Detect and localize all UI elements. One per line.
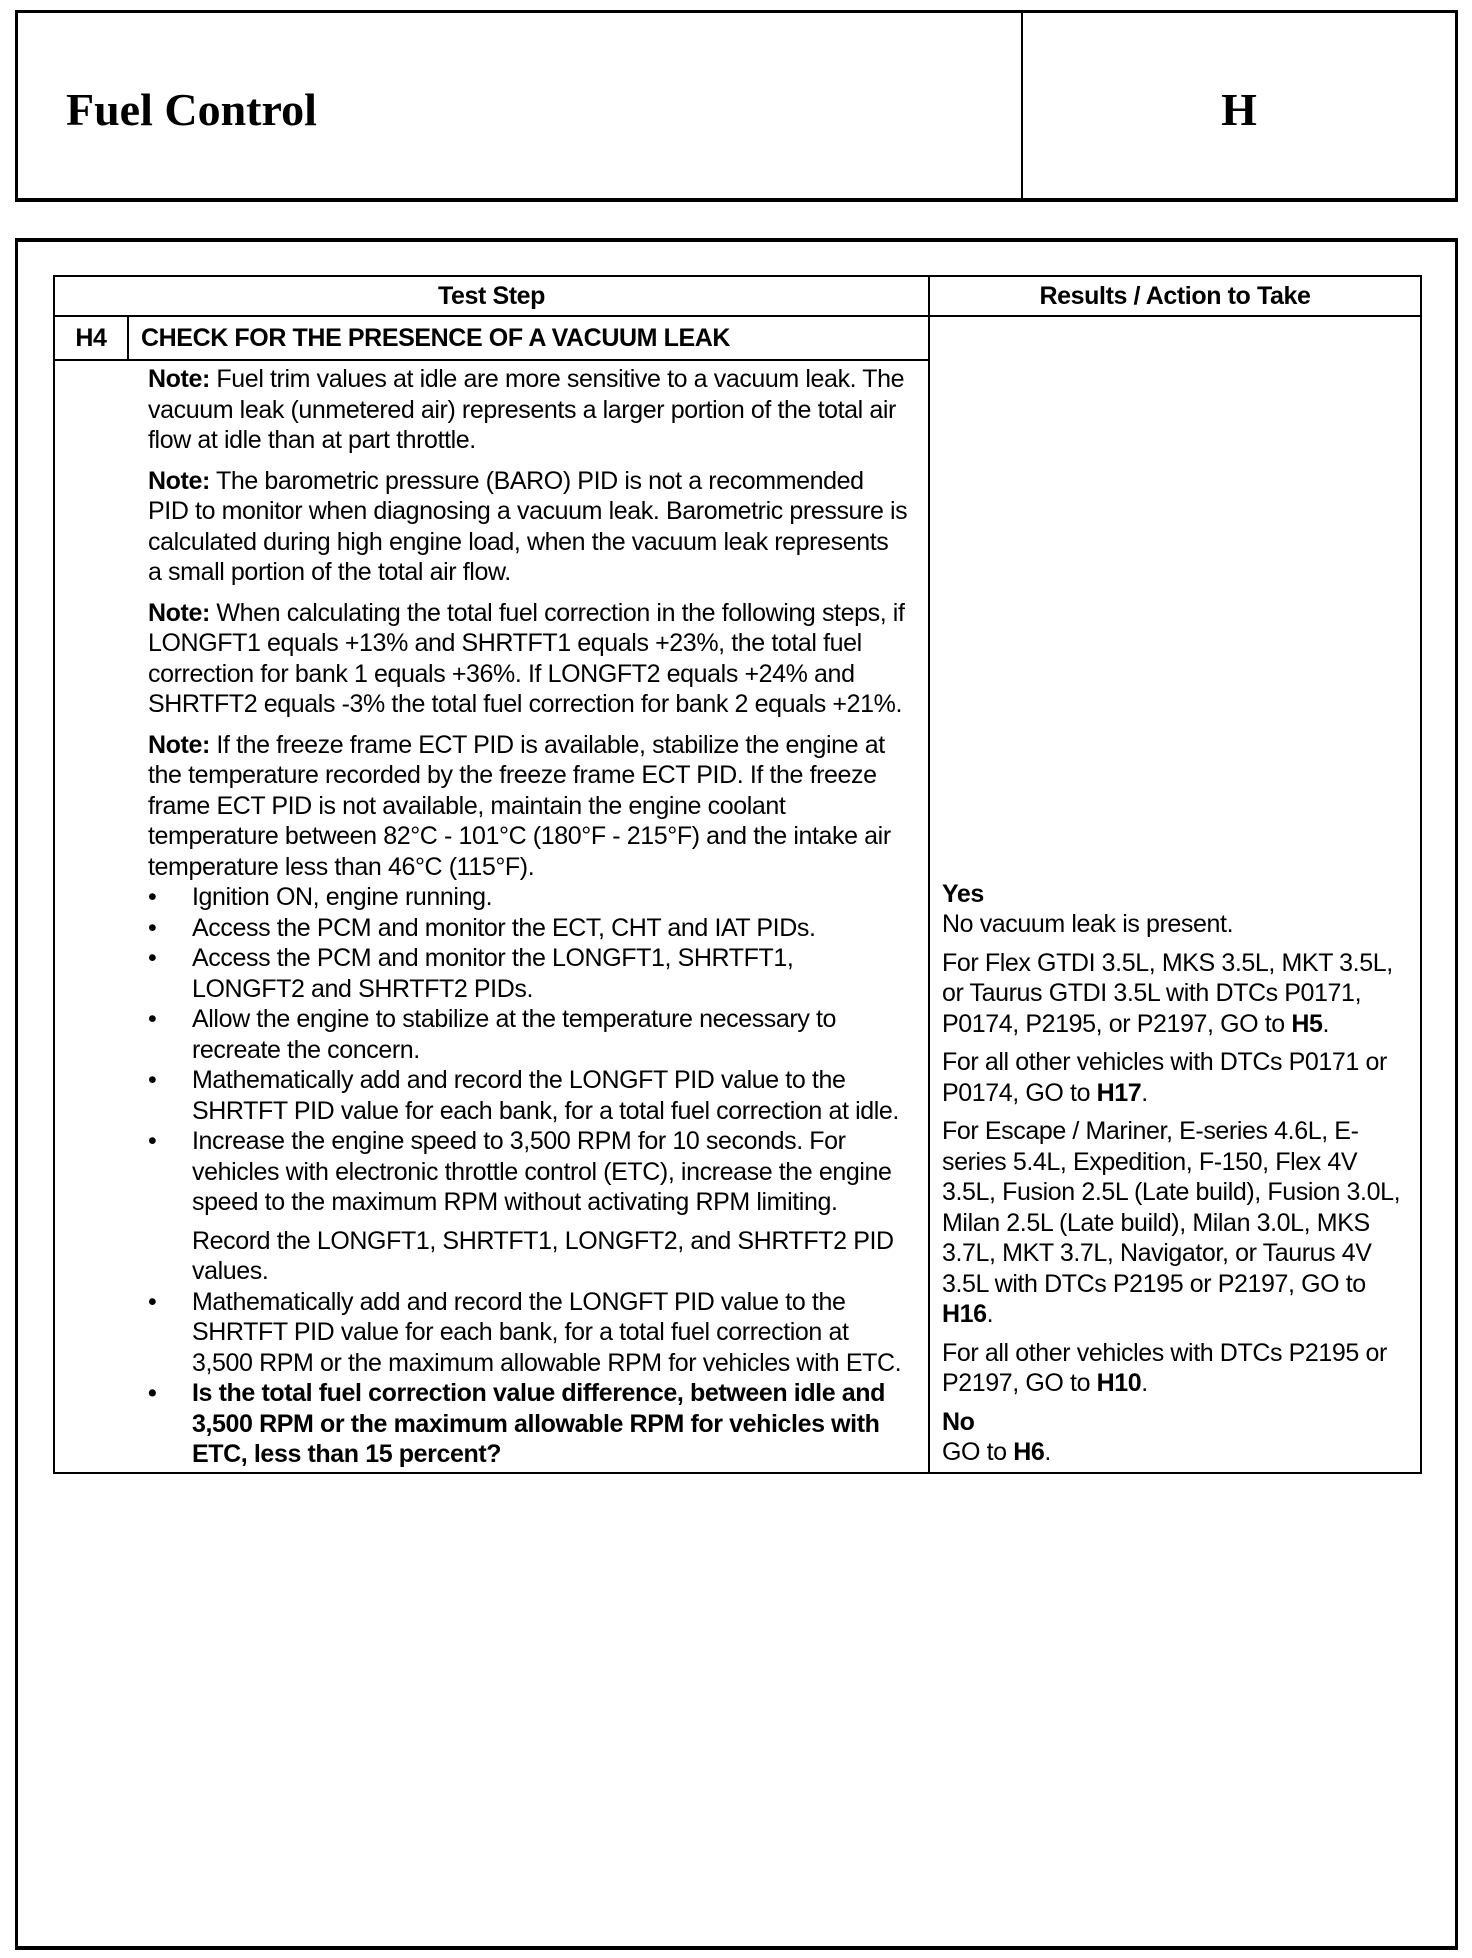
section-letter: H bbox=[1221, 84, 1257, 135]
go-to-step-link[interactable]: H6 bbox=[1013, 1438, 1045, 1466]
result-3 bbox=[942, 1116, 1408, 1330]
result-text: For all other vehicles with DTCs P0171 or P0174, GO to bbox=[942, 1048, 1387, 1107]
step-text: Increase the engine speed to 3,500 RPM for 10 seconds. For vehicles with electronic throttle control (ETC), increase the engine speed to the maximum RPM without activating RPM limiting. bbox=[192, 1127, 892, 1216]
step-question bbox=[148, 1378, 908, 1470]
note-text: The barometric pressure (BARO) PID is not a recommended PID to monitor when diagnosing a vacuum leak. Barometric pressure is calculated during high engine load, when the vacuum leak represents a small portion of the total air flow. bbox=[148, 466, 908, 586]
note-label: Note: bbox=[148, 598, 210, 627]
note bbox=[148, 598, 908, 720]
note bbox=[148, 730, 908, 883]
period: . bbox=[1322, 1009, 1330, 1038]
step-title: CHECK FOR THE PRESENCE OF A VACUUM LEAK bbox=[128, 316, 929, 360]
result-text: GO to bbox=[942, 1438, 1014, 1466]
note-text: When calculating the total fuel correction in the following steps, if LONGFT1 equals +13% and SHRTFT1 equals +23%, the total fuel correction for bank 1 equals +36%. If LONGFT2 equals +24% and SHRTFT2 equals -3% the total fuel correction for bank 2 equals +21%. bbox=[148, 598, 905, 718]
note bbox=[148, 466, 908, 588]
step-item bbox=[148, 1126, 908, 1218]
step-list bbox=[148, 882, 908, 1218]
test-step-table bbox=[53, 275, 1422, 1474]
step-text: Ignition ON, engine running. bbox=[192, 883, 493, 911]
result-1 bbox=[942, 948, 1408, 1040]
note-text: If the freeze frame ECT PID is available, stabilize the engine at the temperature recorded by the freeze frame ECT PID. If the freeze frame ECT PID is not available, maintain the engine coolant temperature between 82°C - 101°C (180°F - 215°F) and the intake air temperature less than 46°C (115°F). bbox=[148, 730, 891, 881]
column-header-test-step: Test Step bbox=[54, 276, 929, 316]
bullet-icon: • bbox=[148, 944, 157, 972]
step-text: Access the PCM and monitor the ECT, CHT and IAT PIDs. bbox=[192, 913, 816, 942]
step-text: Mathematically add and record the LONGFT PID value to the SHRTFT PID value for each bank, for a total fuel correction at 3,500 RPM or the maximum allowable RPM for vehicles with ETC. bbox=[192, 1287, 902, 1377]
result-2 bbox=[942, 1047, 1408, 1108]
bullet-icon: • bbox=[148, 1287, 157, 1316]
step-item bbox=[148, 1065, 908, 1126]
period: . bbox=[1141, 1078, 1148, 1107]
results-cell bbox=[929, 316, 1421, 1473]
result-yes-label: Yes bbox=[942, 879, 984, 908]
period: . bbox=[1044, 1438, 1051, 1466]
go-to-step-link[interactable]: H16 bbox=[942, 1300, 987, 1328]
step-text: Access the PCM and monitor the LONGFT1, SHRTFT1, LONGFT2 and SHRTFT2 PIDs. bbox=[192, 944, 794, 1003]
go-to-step-link[interactable]: H17 bbox=[1096, 1078, 1142, 1107]
note bbox=[148, 364, 908, 456]
bullet-icon: • bbox=[148, 913, 157, 942]
page-title: Fuel Control bbox=[66, 84, 317, 135]
note-label: Note: bbox=[148, 466, 210, 495]
bullet-icon: • bbox=[148, 1127, 157, 1155]
column-header-results: Results / Action to Take bbox=[929, 276, 1421, 316]
period: . bbox=[986, 1300, 994, 1328]
step-item bbox=[148, 913, 908, 944]
note-label: Note: bbox=[148, 730, 210, 759]
step-text: Is the total fuel correction value difference, between idle and 3,500 RPM or the maximum allowable RPM for vehicles with ETC, less than 15 percent? bbox=[192, 1379, 886, 1468]
result-4 bbox=[942, 1338, 1408, 1399]
result-no-label: No bbox=[942, 1407, 975, 1436]
step-item bbox=[148, 943, 908, 1004]
result-no bbox=[942, 1437, 1408, 1468]
result-text: For Escape / Mariner, E-series 4.6L, E-series 5.4L, Expedition, F-150, Flex 4V 3.5L, Fusion 2.5L (Late build), Fusion 3.0L, Milan 2.5L (Late build), Milan 3.0L, MKS 3.7L, MKT 3.7L, Navigator, or Taurus 4V 3.5L with DTCs P2195 or P2197, GO to bbox=[942, 1117, 1401, 1298]
period: . bbox=[1141, 1369, 1148, 1397]
step-id: H4 bbox=[54, 316, 128, 360]
step-continuation: Record the LONGFT1, SHRTFT1, LONGFT2, and SHRTFT2 PID values. bbox=[192, 1226, 894, 1285]
step-item bbox=[148, 1287, 908, 1379]
note-label: Note: bbox=[148, 365, 210, 393]
note-text: Fuel trim values at idle are more sensitive to a vacuum leak. The vacuum leak (unmetered air) represents a larger portion of the total air flow at idle than at part throttle. bbox=[148, 365, 905, 454]
bullet-icon: • bbox=[148, 1005, 157, 1033]
bullet-icon: • bbox=[148, 1066, 157, 1094]
bullet-icon: • bbox=[148, 883, 157, 911]
page-header bbox=[15, 10, 1458, 202]
go-to-step-link[interactable]: H10 bbox=[1096, 1369, 1142, 1397]
result-text: For Flex GTDI 3.5L, MKS 3.5L, MKT 3.5L, or Taurus GTDI 3.5L with DTCs P0171, P0174, P2195, or P2197, GO to bbox=[942, 948, 1393, 1038]
content-box bbox=[15, 238, 1458, 1950]
step-item bbox=[148, 1004, 908, 1065]
step-text: Mathematically add and record the LONGFT PID value to the SHRTFT PID value for each bank, for a total fuel correction at idle. bbox=[192, 1066, 899, 1125]
result-yes-text: No vacuum leak is present. bbox=[942, 910, 1234, 938]
go-to-step-link[interactable]: H5 bbox=[1291, 1009, 1323, 1038]
bullet-icon: • bbox=[148, 1379, 157, 1407]
step-body bbox=[54, 360, 929, 1473]
step-text: Allow the engine to stabilize at the temperature necessary to recreate the concern. bbox=[192, 1005, 837, 1064]
result-text: For all other vehicles with DTCs P2195 or P2197, GO to bbox=[942, 1338, 1387, 1397]
step-item bbox=[148, 882, 908, 913]
step-list bbox=[148, 1287, 908, 1470]
